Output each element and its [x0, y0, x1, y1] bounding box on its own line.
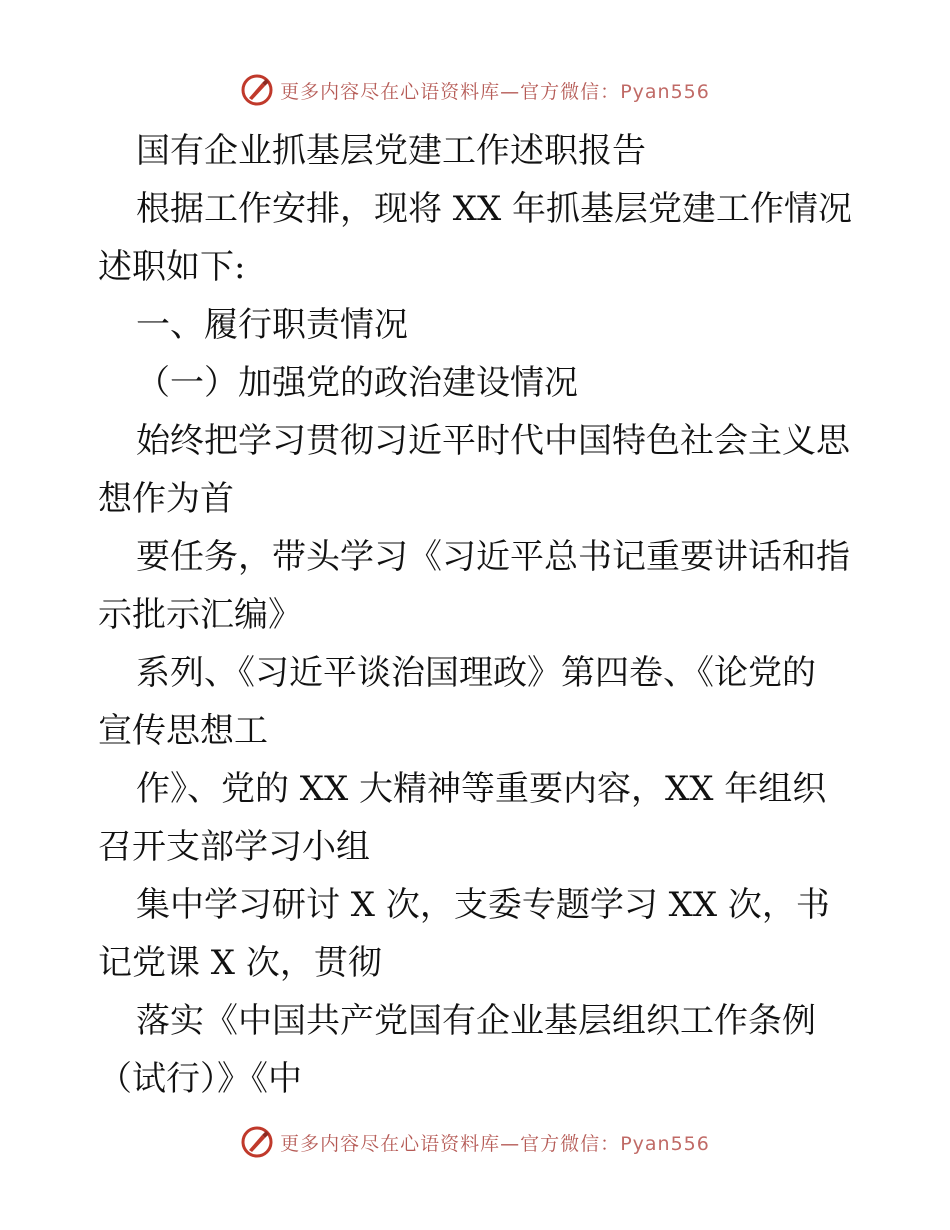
- paragraph-line: 系列、《习近平谈治国理政》第四卷、《论党的: [136, 653, 816, 693]
- paragraph-line: 始终把学习贯彻习近平时代中国特色社会主义思: [136, 421, 850, 461]
- footer-banner: [0, 1120, 950, 1164]
- footer-banner-text: [280, 1129, 710, 1156]
- header-banner-inner: [240, 73, 710, 107]
- banner-site-name: 更多内容尽在心语资料库: [280, 1132, 501, 1155]
- banner-contact-label: 官方微信：: [520, 80, 621, 103]
- pen-logo-icon: [240, 73, 274, 107]
- banner-wechat-id: Pyan556: [620, 80, 710, 103]
- document-body: [98, 122, 858, 1108]
- footer-banner-inner: [240, 1125, 710, 1159]
- document-title: 国有企业抓基层党建工作述职报告: [136, 131, 646, 171]
- paragraph-line: 宣传思想工: [98, 711, 268, 751]
- pen-logo-icon: [240, 1125, 274, 1159]
- paragraph-line: 召开支部学习小组: [98, 827, 370, 867]
- paragraph-line: 记党课 X 次，贯彻: [98, 943, 382, 983]
- banner-dash: —: [500, 1132, 521, 1155]
- paragraph-line: 要任务，带头学习《习近平总书记重要讲话和指: [136, 537, 850, 577]
- paragraph-line: 根据工作安排，现将 XX 年抓基层党建工作情况: [136, 189, 853, 229]
- paragraph-line: 落实《中国共产党国有企业基层组织工作条例: [136, 1001, 816, 1041]
- section-heading: 一、履行职责情况: [136, 305, 408, 345]
- banner-wechat-id: Pyan556: [620, 1132, 710, 1155]
- header-banner: [0, 68, 950, 112]
- paragraph-line: （试行）》《中: [98, 1059, 302, 1099]
- paragraph-line: 示批示汇编》: [98, 595, 302, 635]
- banner-contact-label: 官方微信：: [520, 1132, 621, 1155]
- subsection-heading: （一）加强党的政治建设情况: [136, 363, 578, 403]
- banner-dash: —: [500, 80, 521, 103]
- header-banner-text: [280, 77, 710, 104]
- banner-site-name: 更多内容尽在心语资料库: [280, 80, 501, 103]
- paragraph-line: 想作为首: [98, 479, 234, 519]
- paragraph-line: 作》、党的 XX 大精神等重要内容，XX 年组织: [136, 769, 827, 809]
- paragraph-line: 述职如下:: [98, 247, 246, 287]
- paragraph-line: 集中学习研讨 X 次，支委专题学习 XX 次，书: [136, 885, 830, 925]
